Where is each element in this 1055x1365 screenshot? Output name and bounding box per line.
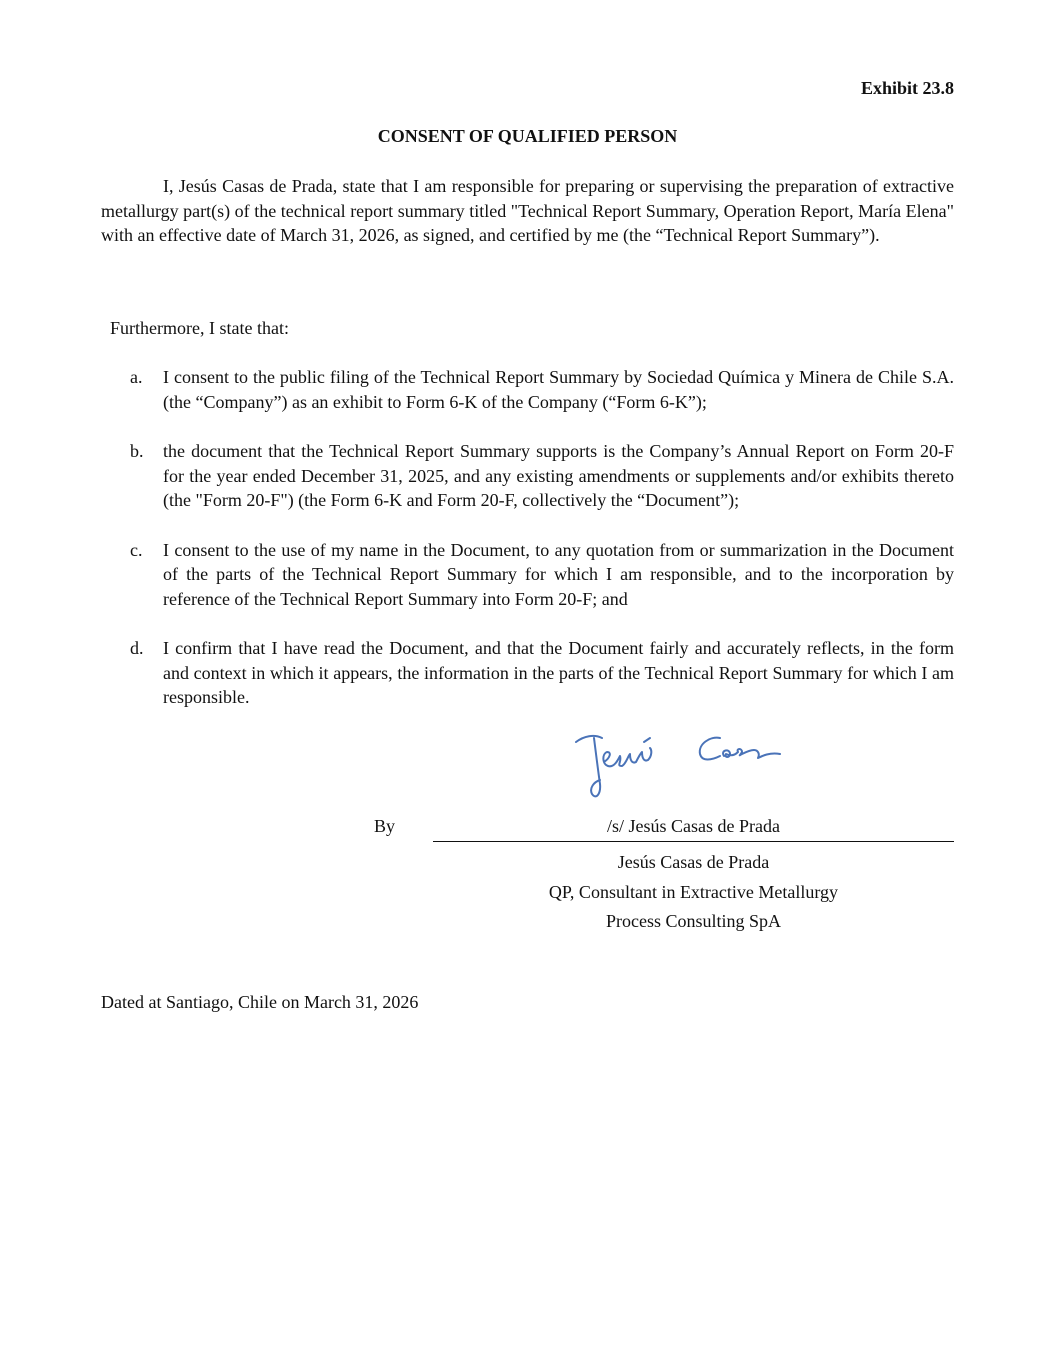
furthermore-statement: Furthermore, I state that: bbox=[110, 318, 289, 338]
consent-item-c bbox=[130, 538, 954, 612]
signer-name: Jesús Casas de Prada bbox=[617, 852, 770, 872]
consent-item-d bbox=[130, 636, 954, 710]
consent-item-a bbox=[130, 365, 954, 414]
dated-statement: Dated at Santiago, Chile on March 31, 2026 bbox=[101, 992, 419, 1012]
item-letter: c. bbox=[130, 539, 143, 560]
item-letter: b. bbox=[130, 441, 144, 461]
item-text: I consent to the public filing of the Technical Report Summary by Sociedad Química y Minera de Chile S.A. (the “Company”) as an exhibit to Form 6-K of the Company (“Form 6-K”); bbox=[163, 367, 954, 412]
consent-list bbox=[130, 365, 954, 735]
item-letter: d. bbox=[130, 638, 144, 658]
item-text: I confirm that I have read the Document, and that the Document fairly and accurately reflects, in the form and context in which it appears, the information in the parts of the Technical Report Summary for which I am responsible. bbox=[163, 638, 954, 707]
by-label: By bbox=[374, 816, 396, 836]
signer-info bbox=[433, 848, 954, 937]
consent-item-b bbox=[130, 439, 954, 513]
signer-role: QP, Consultant in Extractive Metallurgy bbox=[548, 881, 839, 902]
signature-line: /s/ Jesús Casas de Prada bbox=[433, 816, 954, 842]
intro-paragraph: I, Jesús Casas de Prada, state that I am responsible for preparing or supervising the preparation of extractive metallurgy part(s) of the technical report summary titled "Technical Report Summary, Operation Report, María Elena" with an effective date of March 31, 2026, as signed, and certified by me (the “Technical Report Summary”). bbox=[101, 176, 954, 245]
item-letter: a. bbox=[130, 367, 143, 387]
item-text: I consent to the use of my name in the Document, to any quotation from or summarization in the Document of the parts of the Technical Report Summary for which I am responsible, and to the incorporation by reference of the Technical Report Summary into Form 20-F; and bbox=[163, 539, 954, 609]
exhibit-number: Exhibit 23.8 bbox=[860, 78, 954, 98]
item-text: the document that the Technical Report Summary supports is the Company’s Annual Report on Form 20-F for the year ended December 31, 2025, and any existing amendments or supplements and/or exhibits thereto (the "Form 20-F") (the Form 6-K and Form 20-F, collectively the “Document”); bbox=[163, 441, 954, 510]
handwritten-signature bbox=[570, 728, 790, 804]
document-title: CONSENT OF QUALIFIED PERSON bbox=[377, 126, 678, 146]
signer-company: Process Consulting SpA bbox=[605, 911, 782, 931]
